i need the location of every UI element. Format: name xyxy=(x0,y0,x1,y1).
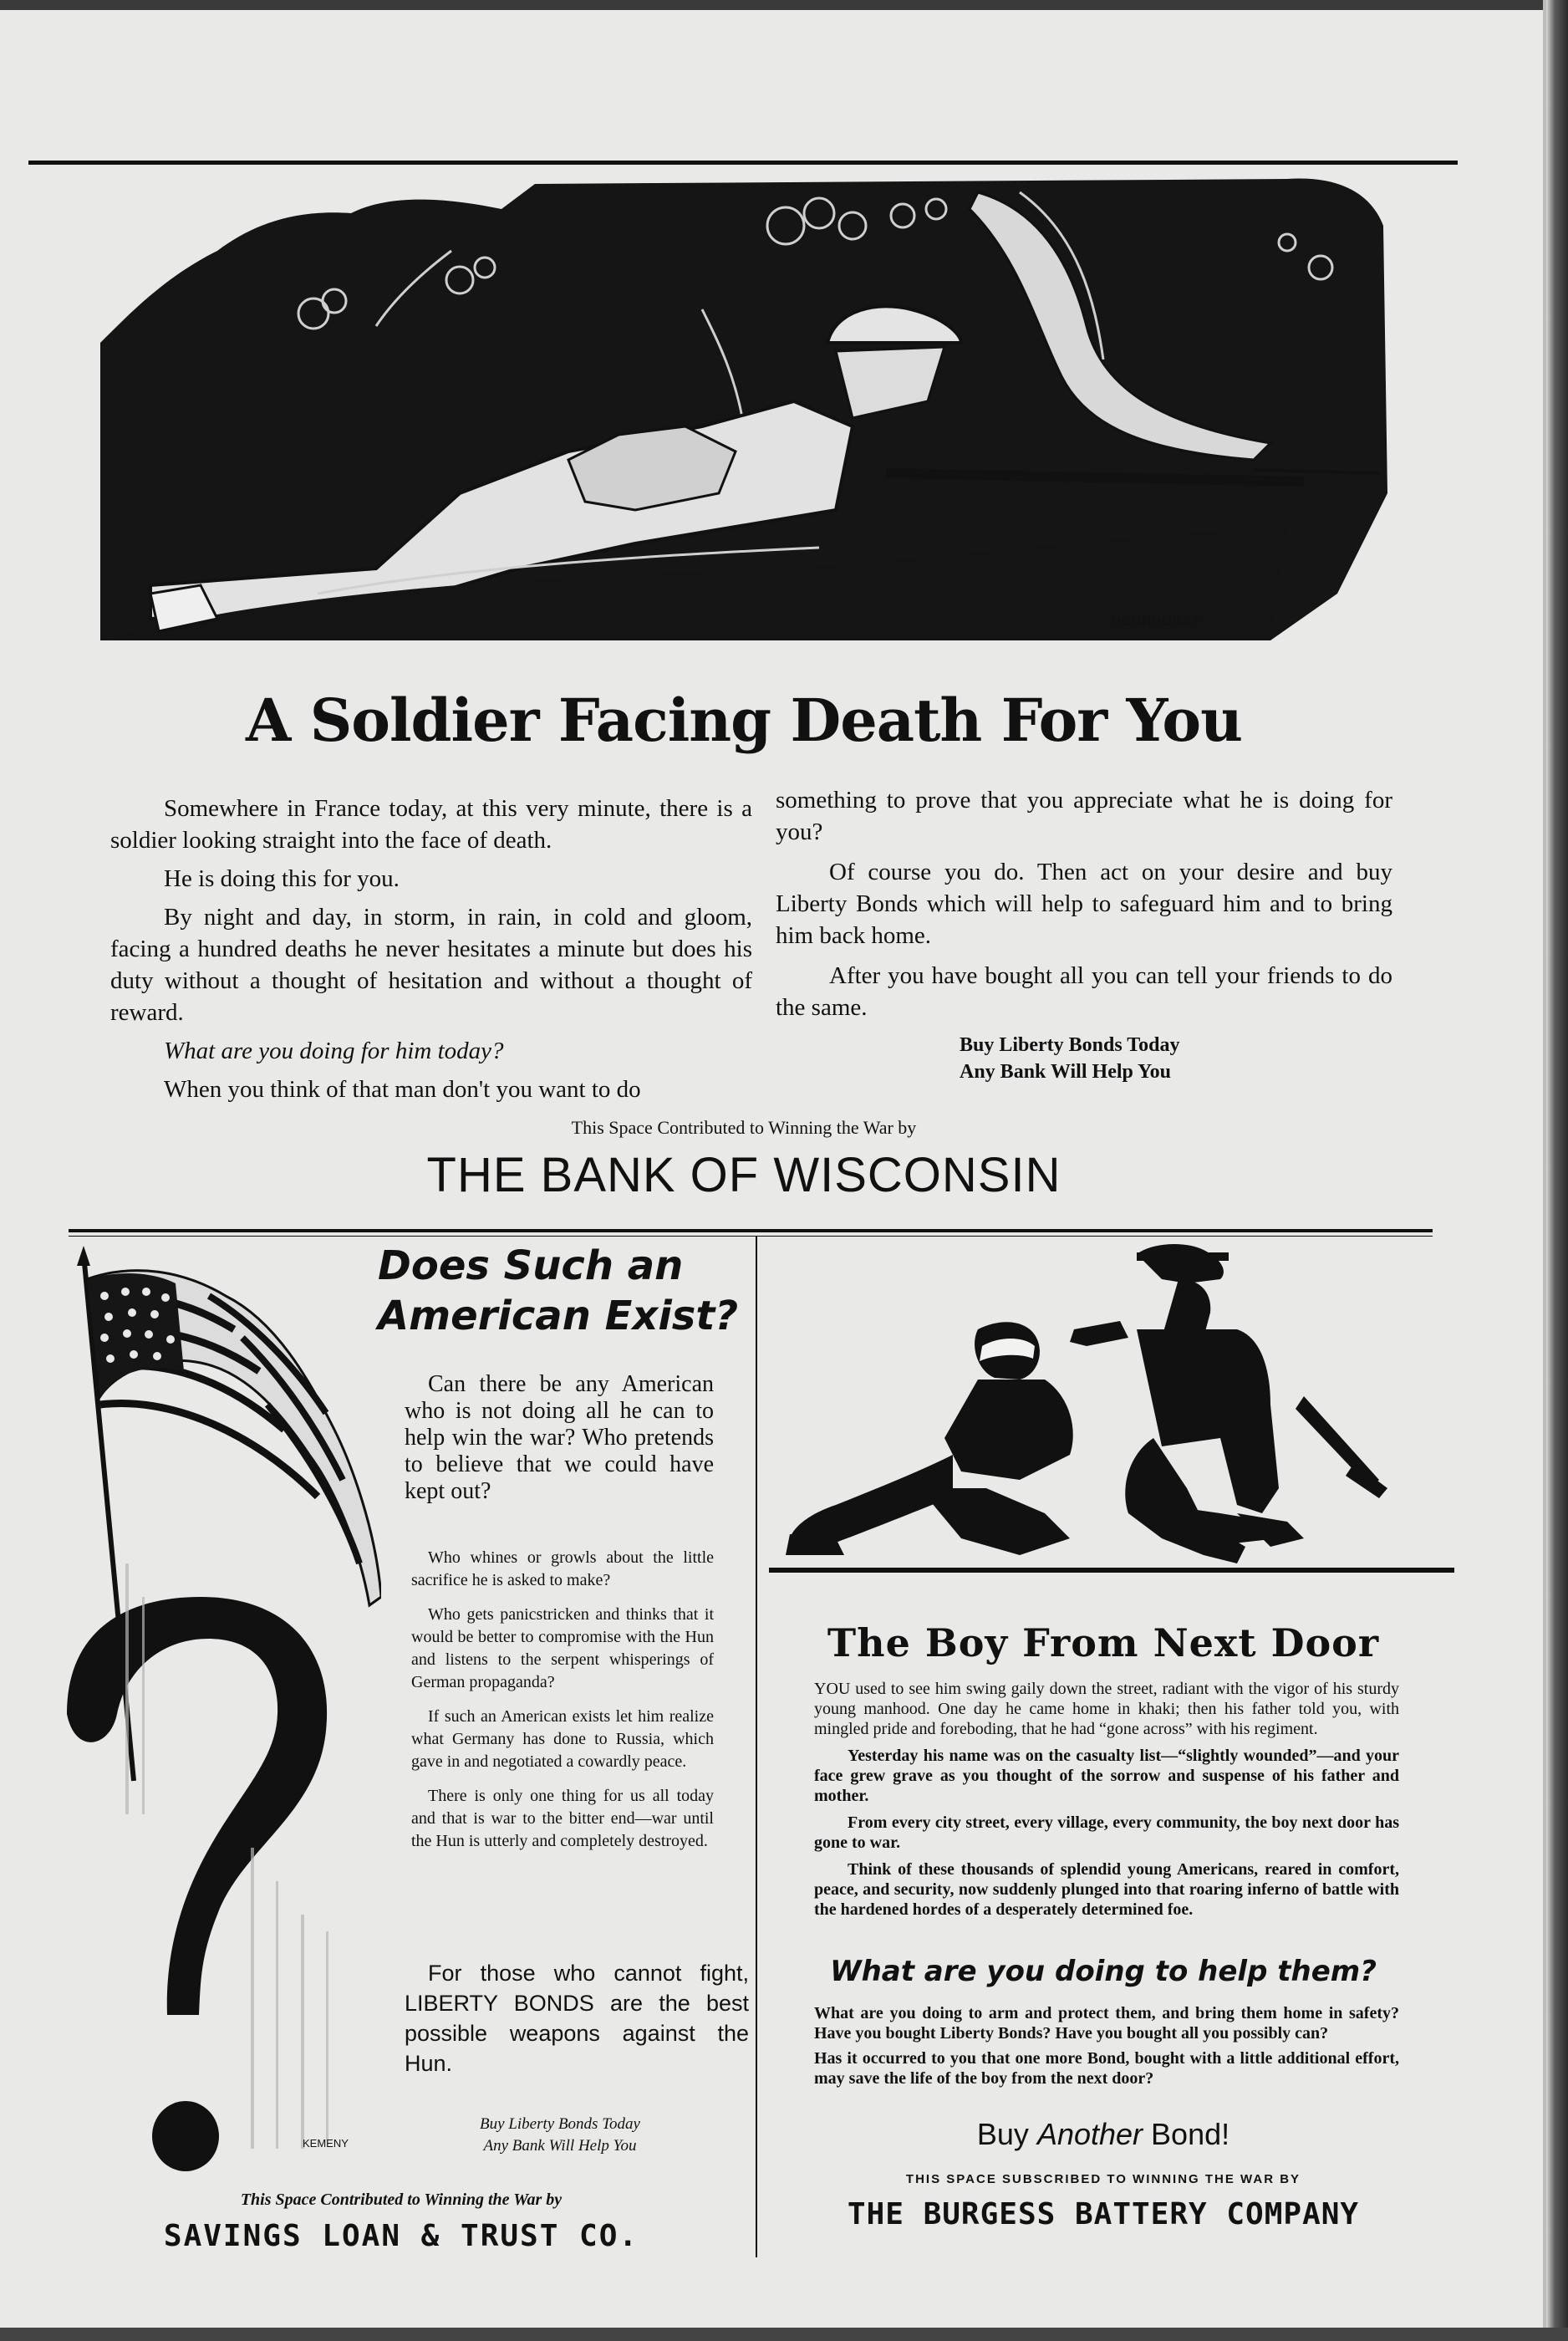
scan-bottom-edge xyxy=(0,2328,1568,2341)
ad1-paragraph: By night and day, in storm, in rain, in cold and gloom, facing a hundred deaths he never hesitates a minute but does his duty without a thought of hesitation and without a thought of reward. xyxy=(110,904,752,1026)
ad1-paragraph: He is doing this for you. xyxy=(164,865,400,892)
ad3-paragraph: What are you doing to arm and protect them, and bring them home in safety? Have you bought Liberty Bonds? Have you bought all you possibly can? xyxy=(814,2004,1399,2043)
ad2-cta-line: Any Bank Will Help You xyxy=(483,2137,637,2155)
ad3-cta-word: Buy xyxy=(976,2117,1029,2151)
soldier-illustration xyxy=(100,176,1387,640)
ad3-paragraph: Think of these thousands of splendid young Americans, reared in comfort, peace, and security, now suddenly plunged into that roaring inferno of battle with the hardened hordes of a desperately determined foe. xyxy=(814,1860,1399,1919)
ad1-column-1 xyxy=(110,793,752,1105)
top-rule xyxy=(28,161,1458,165)
ad1-cta-line: Buy Liberty Bonds Today xyxy=(960,1034,1180,1056)
ad2-contributed-line: This Space Contributed to Winning the War by xyxy=(240,2191,563,2209)
ad2-headline-line: Does Such an xyxy=(378,1242,684,1289)
ad2-paragraph: Who gets panicstricken and thinks that it would be better to compromise with the Hun and listens to the serpent whisperings of German propaganda? xyxy=(411,1605,714,1691)
ad2-paragraph: If such an American exists let him realize what Germany has done to Russia, which gave in and negotiated a cowardly peace. xyxy=(411,1707,714,1771)
ad1-question: What are you doing for him today? xyxy=(164,1038,504,1064)
middle-rule xyxy=(69,1229,1433,1232)
scan-binding-shadow xyxy=(1546,0,1568,2341)
artist-signature-hohnhorst: HOHNHORST xyxy=(1112,614,1200,628)
ad1-column-2 xyxy=(776,784,1392,1085)
ad1-paragraph: Somewhere in France today, at this very minute, there is a soldier looking straight into the face of death. xyxy=(110,795,752,854)
soldiers-silhouette-illustration xyxy=(769,1237,1454,1609)
ad2-cta xyxy=(435,2114,685,2157)
artist-signature-kemeny: KEMENY xyxy=(303,2137,349,2150)
ad2-headline-line: American Exist? xyxy=(378,1293,739,1339)
ad3-paragraph: From every city street, every village, every community, the boy next door has gone to war. xyxy=(814,1813,1399,1852)
ad3-body xyxy=(814,1679,1399,1920)
ad1-paragraph: Of course you do. Then act on your desire and buy Liberty Bonds which will help to safeguard him and to bring him back home. xyxy=(776,859,1392,949)
ad2-cta-line: Buy Liberty Bonds Today xyxy=(480,2115,640,2133)
ad2-headline xyxy=(378,1241,752,1341)
ad1-paragraph: When you think of that man don't you want to do xyxy=(164,1076,641,1103)
ad2-sponsor: SAVINGS LOAN & TRUST CO. xyxy=(163,2219,639,2253)
ad3-cta-word: Bond! xyxy=(1151,2117,1230,2151)
ad3-body-2 xyxy=(814,2003,1399,2089)
ad1-paragraph: something to prove that you appreciate what he is doing for you? xyxy=(776,787,1392,845)
ad3-sponsor: THE BURGESS BATTERY COMPANY xyxy=(847,2197,1360,2231)
ad1-cta-line: Any Bank Will Help You xyxy=(960,1061,1171,1083)
ad3-paragraph: YOU used to see him swing gaily down the street, radiant with the vigor of his sturdy young manhood. One day he came home in khaki; then his father told you, with mingled pride and foreboding, that he had “gone across” with his regiment. xyxy=(814,1680,1399,1738)
ad1-contributed-line: This Space Contributed to Winning the War by xyxy=(571,1117,917,1138)
ad2-lead: Can there be any American who is not doing all he can to help win the war? Who pretends to believe that we could have kept out? xyxy=(405,1371,714,1504)
ad2-paragraph: There is only one thing for us all today and that is war to the bitter end—war until the Hun is utterly and completely destroyed. xyxy=(411,1787,714,1850)
ad2-body xyxy=(411,1547,714,1853)
flag-question-mark-illustration xyxy=(59,1246,381,2174)
ad3-headline: The Boy From Next Door xyxy=(827,1620,1380,1665)
scan-top-edge xyxy=(0,0,1568,10)
ad1-headline: A Soldier Facing Death For You xyxy=(246,686,1242,755)
ad2-closing: For those who cannot fight, LIBERTY BONDS are the best possible weapons against the Hun. xyxy=(405,1961,749,2076)
ad3-contributed-line: THIS SPACE SUBSCRIBED TO WINNING THE WAR BY xyxy=(905,2172,1301,2186)
ad3-cta xyxy=(769,2117,1438,2152)
column-divider xyxy=(756,1236,757,2257)
ad1-sponsor: THE BANK OF WISCONSIN xyxy=(426,1148,1061,1202)
ad3-paragraph: Has it occurred to you that one more Bond, bought with a little additional effort, may save the life of the boy from the next door? xyxy=(814,2049,1399,2088)
ad1-paragraph: After you have bought all you can tell your friends to do the same. xyxy=(776,962,1392,1021)
ad2-paragraph: Who whines or growls about the little sacrifice he is asked to make? xyxy=(411,1548,714,1589)
ad3-cta-emphasis: Another xyxy=(1036,2117,1143,2151)
middle-rule-thin xyxy=(69,1236,1433,1237)
ad3-paragraph: Yesterday his name was on the casualty list—“slightly wounded”—and your face grew grave as you thought of the sorrow and suspense of his father and mother. xyxy=(814,1747,1399,1805)
ad3-subhead: What are you doing to help them? xyxy=(830,1955,1377,1988)
